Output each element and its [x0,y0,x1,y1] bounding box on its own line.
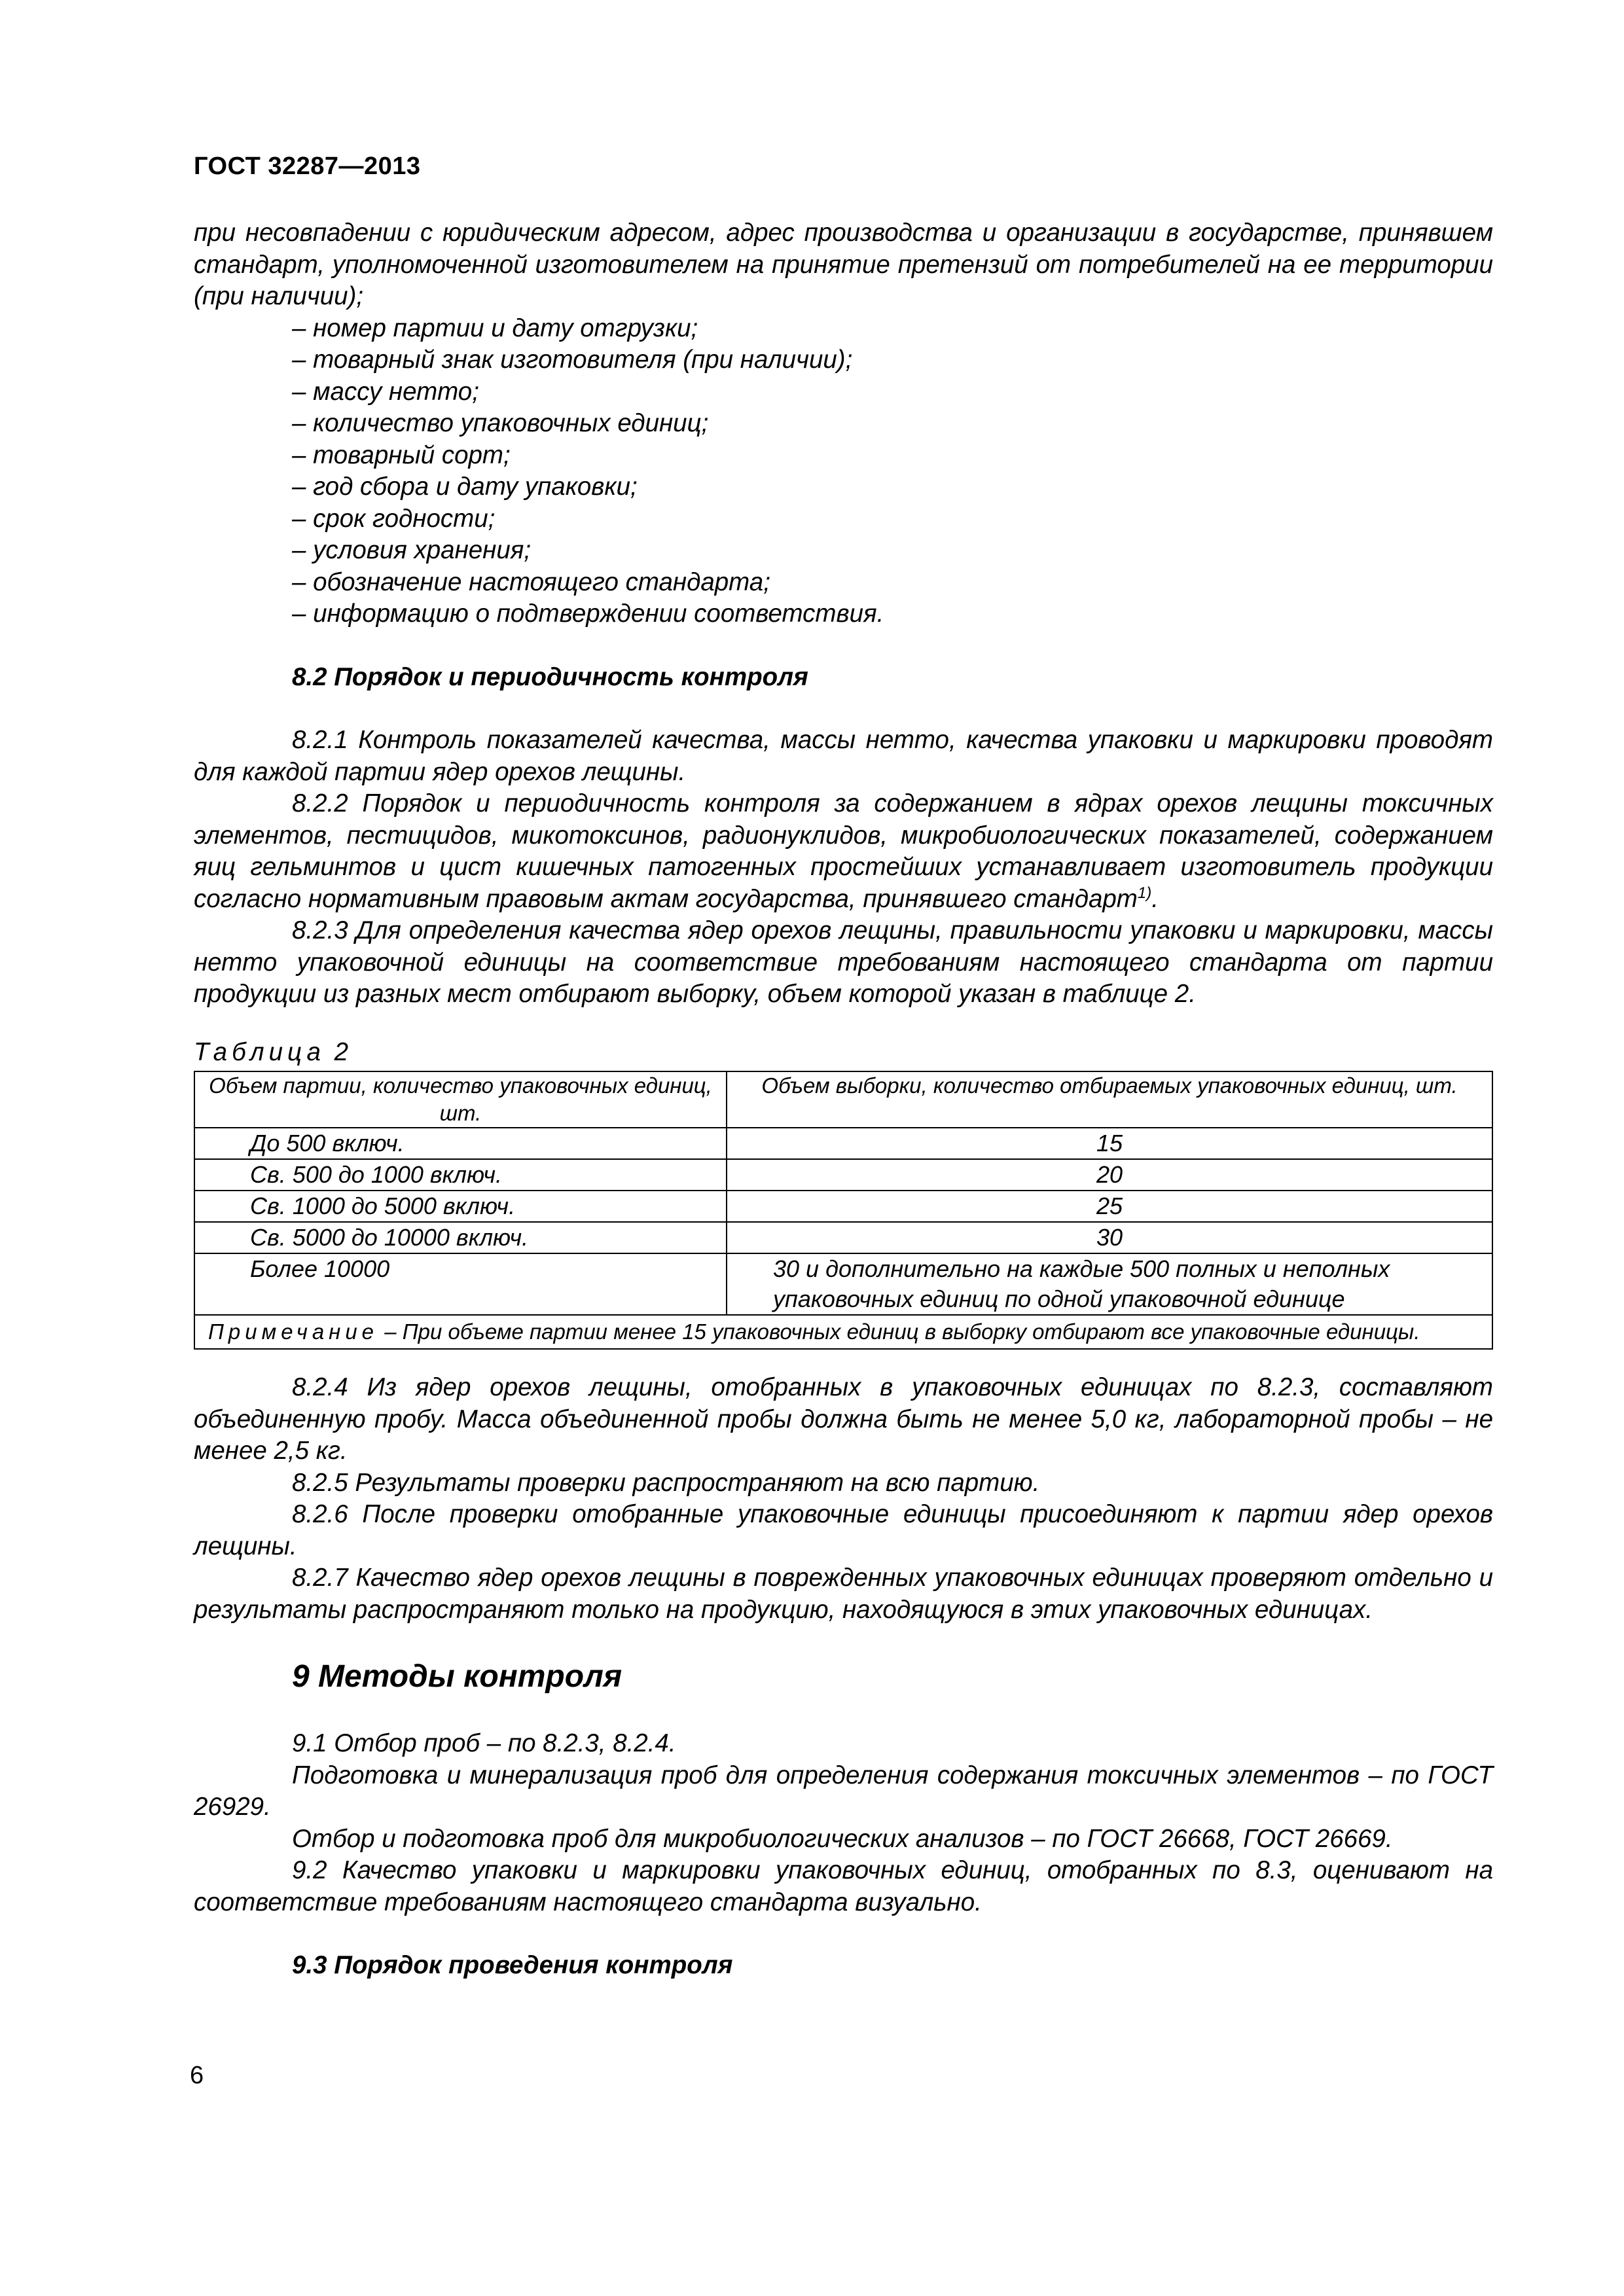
table-cell: 30 [727,1222,1492,1253]
footnote-ref: 1) [1137,884,1152,902]
note-text: – При объеме партии менее 15 упаковочных единиц в выборку отбирают все упаковочные единицы. [378,1319,1420,1344]
list-item: – номер партии и дату отгрузки; [292,313,1493,345]
paragraph-8-2-4: 8.2.4 Из ядер орехов лещины, отобранных в упаковочных единицах по 8.2.3, составляют объединенную пробу. Масса объединенной пробы должна быть не менее 5,0 кг, лабораторной пробы – не менее 2,5 кг. [194,1373,1493,1465]
table-caption-word: Таблица [194,1037,325,1066]
column-header: Объем выборки, количество отбираемых упаковочных единиц, шт. [727,1071,1492,1128]
list-item: – товарный знак изготовителя (при наличии); [292,344,1493,376]
table-header-row [194,1071,1492,1128]
paragraph-8-2-2-text: 8.2.2 Порядок и периодичность контроля за содержанием в ядрах орехов лещины токсичных элементов, пестицидов, микотоксинов, радионуклидов, микробиологических показателей, содержанием яиц гельминтов и цист кишечных патогенных простейших устанавливает изготовитель продукции согласно нормативным правовым актам государства, принявшего стандарт [194,789,1493,913]
table-cell: 30 и дополнительно на каждые 500 полных и неполных упаковочных единиц по одной упаковочной единице [727,1253,1492,1315]
list-item: – год сбора и дату упаковки; [292,471,1493,503]
paragraph-8-2-6: 8.2.6 После проверки отобранные упаковочные единицы присоединяют к партии ядер орехов лещины. [194,1500,1493,1560]
table-row [194,1253,1492,1315]
table-cell: Более 10000 [194,1253,727,1315]
paragraph-9-1-b: Отбор и подготовка проб для микробиологических анализов – по ГОСТ 26668, ГОСТ 26669. [292,1824,1393,1853]
table-cell: 15 [727,1128,1492,1159]
list-item: – массу нетто; [292,376,1493,408]
table-row [194,1128,1492,1159]
intro-paragraph: при несовпадении с юридическим адресом, адрес производства и организации в государстве, принявшем стандарт, уполномоченной изготовителем на принятие претензий от потребителей на ее территории (при наличии); [194,219,1493,310]
table-caption [194,1037,1493,1069]
table-note [194,1315,1492,1349]
list-item: – срок годности; [292,503,1493,535]
table-row [194,1191,1492,1222]
section-title-9: 9 Методы контроля [292,1659,623,1694]
table-cell: До 500 включ. [194,1128,727,1159]
table-cell: Св. 500 до 1000 включ. [194,1159,727,1191]
marking-list [194,313,1493,630]
table-cell: Св. 1000 до 5000 включ. [194,1191,727,1222]
list-item: – обозначение настоящего стандарта; [292,567,1493,599]
table-note-row [194,1315,1492,1349]
paragraph-8-2-3: 8.2.3 Для определения качества ядер орехов лещины, правильности упаковки и маркировки, массы нетто упаковочной единицы на соответствие требованиям настоящего стандарта от партии продукции из разных мест отбирают выборку, объем которой указан в таблице 2. [194,916,1493,1008]
column-header: Объем партии, количество упаковочных единиц, шт. [194,1071,727,1128]
document-header: ГОСТ 32287—2013 [194,152,421,180]
sample-size-table [194,1071,1493,1350]
subsection-title-9-3: 9.3 Порядок проведения контроля [292,1951,733,1979]
note-label: Примечание [208,1319,379,1344]
paragraph-9-1: 9.1 Отбор проб – по 8.2.3, 8.2.4. [292,1729,676,1757]
table-caption-number: 2 [334,1037,351,1066]
paragraph-8-2-7: 8.2.7 Качество ядер орехов лещины в поврежденных упаковочных единицах проверяют отдельно и результаты распространяют только на продукцию, находящуюся в этих упаковочных единицах. [194,1564,1493,1624]
paragraph-8-2-5: 8.2.5 Результаты проверки распространяют на всю партию. [292,1468,1040,1497]
paragraph-9-2: 9.2 Качество упаковки и маркировки упаковочных единиц, отобранных по 8.3, оценивают на соответствие требованиям настоящего стандарта визуально. [194,1856,1493,1916]
paragraph-9-1-a: Подготовка и минерализация проб для определения содержания токсичных элементов – по ГОСТ 26929. [194,1761,1493,1821]
table-cell: 20 [727,1159,1492,1191]
table-cell: 25 [727,1191,1492,1222]
table-row [194,1159,1492,1191]
paragraph-8-2-2 [194,788,1493,915]
paragraph-8-2-1: 8.2.1 Контроль показателей качества, массы нетто, качества упаковки и маркировки проводят для каждой партии ядер орехов лещины. [194,726,1493,786]
list-item: – товарный сорт; [292,440,1493,472]
document-body [194,217,1493,2013]
table-row [194,1222,1492,1253]
table-cell: Св. 5000 до 10000 включ. [194,1222,727,1253]
paragraph-8-2-2-end: . [1151,884,1159,913]
list-item: – условия хранения; [292,535,1493,567]
page-number: 6 [190,2062,204,2089]
list-item: – количество упаковочных единиц; [292,408,1493,440]
list-item: – информацию о подтверждении соответствия. [292,598,1493,630]
subsection-title-8-2: 8.2 Порядок и периодичность контроля [292,662,808,691]
